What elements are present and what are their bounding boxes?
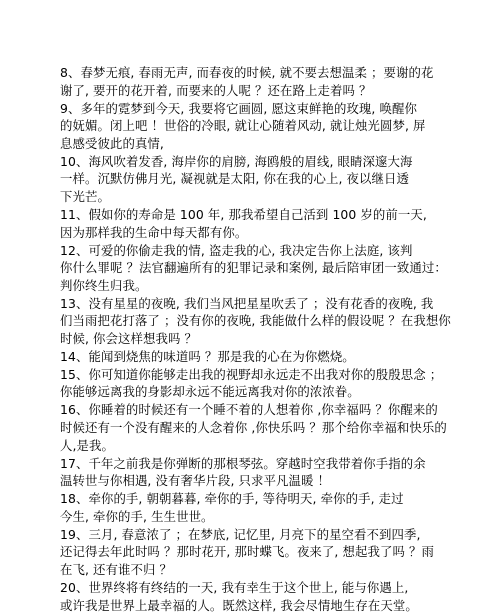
- paragraph-line: 因为那样我的生命中每天都有你。: [60, 224, 460, 242]
- paragraph-line: 还记得去年此时吗 ？那时花开, 那时蝶飞。夜来了, 想起我了吗 ？雨: [60, 543, 460, 561]
- paragraph-item: [60, 401, 460, 454]
- paragraph-item: [60, 242, 460, 295]
- paragraph-line: 判你终生归我。: [60, 277, 460, 295]
- paragraph-line: 在飞, 还有谁不归 ？: [60, 561, 460, 579]
- paragraph-item: [60, 526, 460, 579]
- paragraph-list: [60, 64, 460, 614]
- paragraph-item: [60, 579, 460, 614]
- paragraph-line: 息感受彼此的真情,: [60, 135, 460, 153]
- paragraph-line: 人,是我。: [60, 437, 460, 455]
- paragraph-item: [60, 455, 460, 490]
- paragraph-line: 15、你可知道你能够走出我的视野却永远走不出我对你的殷殷思念 ；: [60, 366, 460, 384]
- paragraph-item: [60, 153, 460, 206]
- paragraph-line: 或许我是世界上最幸福的人。既然这样, 我会尽情地生存在天堂。: [60, 597, 460, 614]
- paragraph-line: 14、能闻到烧焦的味道吗 ？那是我的心在为你燃烧。: [60, 348, 460, 366]
- paragraph-line: 13、没有星星的夜晚, 我们当风把星星吹丢了 ；没有花香的夜晚, 我: [60, 295, 460, 313]
- paragraph-line: 18、牵你的手, 朝朝暮暮, 牵你的手, 等待明天, 牵你的手, 走过: [60, 490, 460, 508]
- paragraph-line: 11、假如你的寿命是 100 年, 那我希望自己活到 100 岁的前一天,: [60, 206, 460, 224]
- paragraph-line: 一样。沉默仿佛月光, 凝视就是太阳, 你在我的心上, 夜以继日透: [60, 170, 460, 188]
- paragraph-line: 8、春梦无痕, 春雨无声, 而春夜的时候, 就不要去想温柔 ；要谢的花: [60, 64, 460, 82]
- paragraph-item: [60, 490, 460, 525]
- paragraph-line: 的妩媚。闭上吧 ！世俗的冷眼, 就让心随着风动, 就让烛光圆梦, 屏: [60, 117, 460, 135]
- paragraph-line: 20、世界终将有终结的一天, 我有幸生于这个世上, 能与你遇上,: [60, 579, 460, 597]
- paragraph-line: 你能够远离我的身影却永远不能远离我对你的浓浓眷。: [60, 383, 460, 401]
- paragraph-item: [60, 366, 460, 401]
- paragraph-item: [60, 64, 460, 99]
- paragraph-line: 19、三月, 春意浓了 ；在梦底, 记忆里, 月亮下的星空看不到四季,: [60, 526, 460, 544]
- paragraph-line: 们当雨把花打落了 ；没有你的夜晚, 我能做什么样的假设呢 ？在我想你: [60, 312, 460, 330]
- paragraph-line: 时候还有一个没有醒来的人念着你 ,你快乐吗 ？那个给你幸福和快乐的: [60, 419, 460, 437]
- paragraph-line: 下光芒。: [60, 188, 460, 206]
- paragraph-line: 9、多年的霓梦到今天, 我要将它画圆, 愿这束鲜艳的玫瑰, 唤醒你: [60, 100, 460, 118]
- paragraph-item: [60, 100, 460, 153]
- paragraph-item: [60, 206, 460, 241]
- paragraph-line: 谢了, 要开的花开着, 而要来的人呢 ？还在路上走着吗 ？: [60, 82, 460, 100]
- paragraph-line: 时候, 你会这样想我吗 ？: [60, 330, 460, 348]
- paragraph-line: 17、千年之前我是你弹断的那根琴弦。穿越时空我带着你手指的余: [60, 455, 460, 473]
- paragraph-item: [60, 348, 460, 366]
- paragraph-line: 10、海风吹着发香, 海岸你的肩膀, 海鸥般的眉线, 眼睛深邃大海: [60, 153, 460, 171]
- paragraph-item: [60, 295, 460, 348]
- paragraph-line: 你什么罪呢 ？法官翻遍所有的犯罪记录和案例, 最后陪审团一致通过：: [60, 259, 460, 277]
- paragraph-line: 温转世与你相遇, 没有奢华片段, 只求平凡温暖 ！: [60, 472, 460, 490]
- paragraph-line: 16、你睡着的时候还有一个睡不着的人想着你 ,你幸福吗 ？你醒来的: [60, 401, 460, 419]
- paragraph-line: 今生, 牵你的手, 生生世世。: [60, 508, 460, 526]
- paragraph-line: 12、可爱的你偷走我的情, 盗走我的心, 我决定告你上法庭, 该判: [60, 242, 460, 260]
